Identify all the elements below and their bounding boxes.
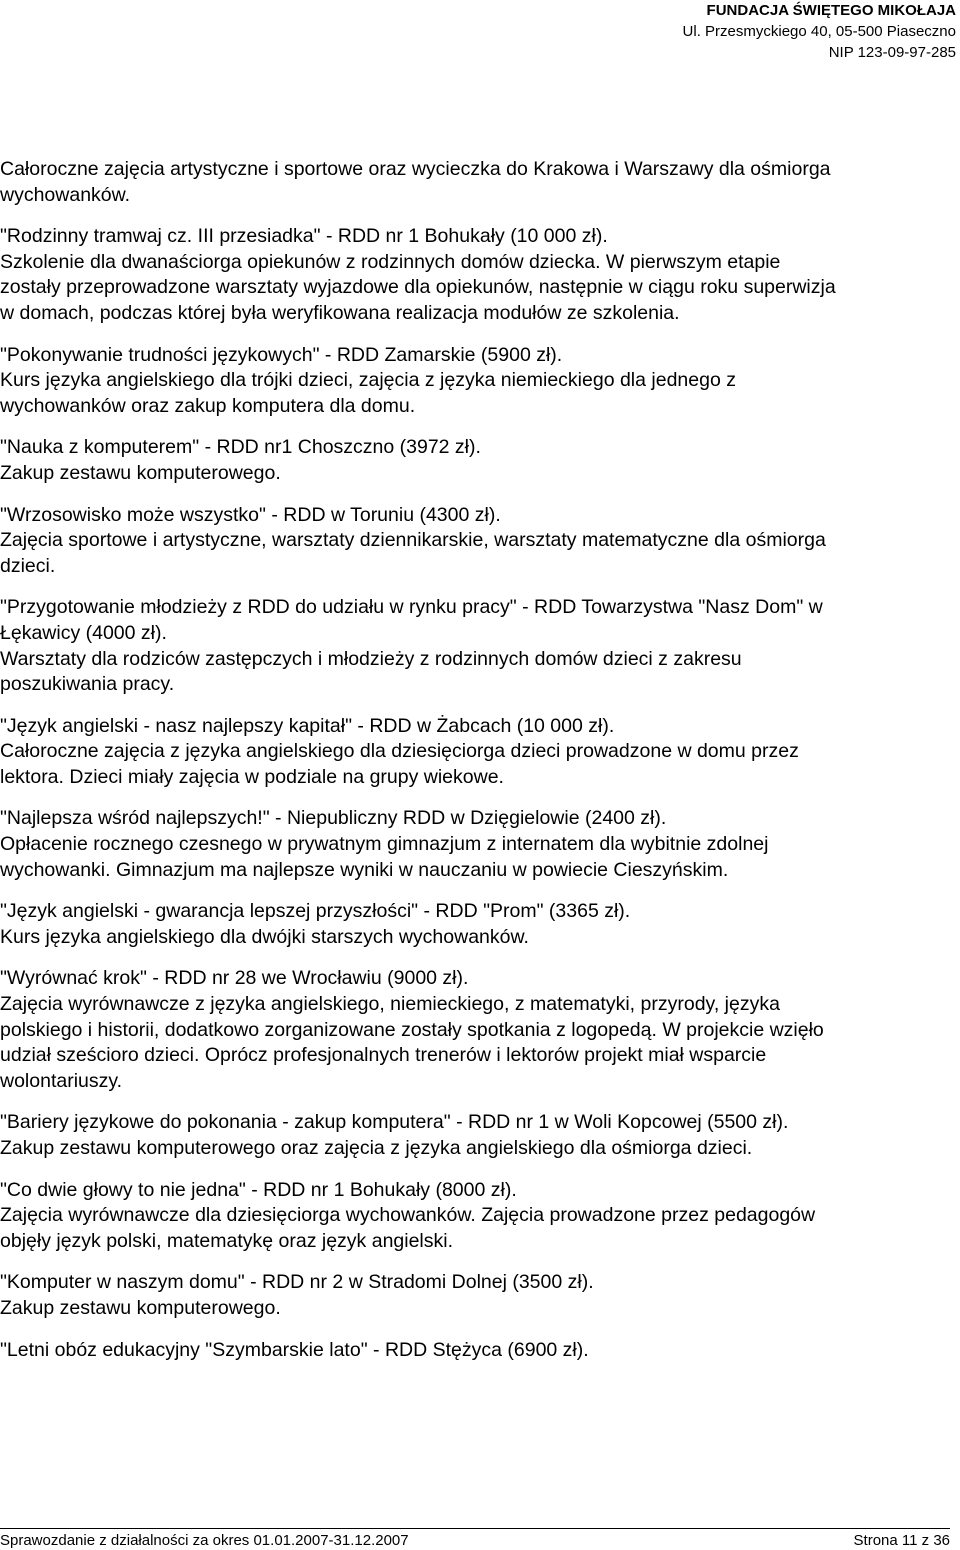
text-line: "Nauka z komputerem" - RDD nr1 Choszczno (3972 zł). [0, 436, 481, 459]
organization-nip: NIP 123-09-97-285 [828, 44, 956, 61]
organization-address: Ul. Przesmyckiego 40, 05-500 Piaseczno [682, 23, 956, 40]
text-line: Całoroczne zajęcia z języka angielskiego dla dziesięciorga dzieci prowadzone w domu przez [0, 740, 799, 763]
project-entry [0, 1338, 956, 1364]
project-entry [0, 714, 956, 791]
text-line: Szkolenie dla dwanaściorga opiekunów z rodzinnych domów dziecka. W pierwszym etapie [0, 250, 781, 273]
text-line: "Najlepsza wśród najlepszych!" - Niepubliczny RDD w Dzięgielowie (2400 zł). [0, 807, 667, 830]
text-line: Warsztaty dla rodziców zastępczych i młodzieży z rodzinnych domów dzieci z zakresu [0, 647, 742, 670]
project-entry [0, 595, 956, 697]
project-entry [0, 343, 956, 420]
project-entry [0, 1178, 956, 1255]
page-footer [0, 1528, 950, 1550]
page-header [683, 0, 956, 63]
text-line: Kurs języka angielskiego dla trójki dzieci, zajęcia z języka niemieckiego dla jednego z [0, 369, 736, 392]
text-line: "Język angielski - gwarancja lepszej przyszłości" - RDD "Prom" (3365 zł). [0, 900, 631, 923]
text-line: dzieci. [0, 554, 56, 577]
project-entry [0, 899, 956, 950]
text-line: "Wrzosowisko może wszystko" - RDD w Toruniu (4300 zł). [0, 503, 501, 526]
text-line: Zakup zestawu komputerowego. [0, 1296, 281, 1319]
text-line: wolontariuszy. [0, 1069, 123, 1092]
project-entry [0, 503, 956, 580]
text-line: Zajęcia sportowe i artystyczne, warsztaty dziennikarskie, warsztaty matematyczne dla ośmiorga [0, 529, 826, 552]
text-line: Całoroczne zajęcia artystyczne i sportowe oraz wycieczka do Krakowa i Warszawy dla ośmiorga [0, 158, 831, 180]
text-line: wychowanki. Gimnazjum ma najlepsze wyniki w nauczaniu w powiecie Cieszyńskim. [0, 858, 729, 881]
text-line: poszukiwania pracy. [0, 673, 175, 696]
text-line: objęły język polski, matematykę oraz język angielski. [0, 1229, 454, 1252]
project-entry [0, 806, 956, 883]
text-line: "Przygotowanie młodzieży z RDD do udziału w rynku pracy" - RDD Towarzystwa "Nasz Dom" w [0, 596, 823, 619]
text-line: "Wyrównać krok" - RDD nr 28 we Wrocławiu (9000 zł). [0, 967, 469, 990]
text-line: "Język angielski - nasz najlepszy kapitał" - RDD w Żabcach (10 000 zł). [0, 714, 615, 737]
text-line: lektora. Dzieci miały zajęcia w podziale na grupy wiekowe. [0, 765, 504, 788]
text-line: Zajęcia wyrównawcze dla dziesięciorga wychowanków. Zajęcia prowadzone przez pedagogów [0, 1204, 816, 1227]
text-line: "Pokonywanie trudności językowych" - RDD Zamarskie (5900 zł). [0, 343, 563, 366]
text-line: "Letni obóz edukacyjny "Szymbarskie lato" - RDD Stężyca (6900 zł). [0, 1338, 589, 1361]
project-entry [0, 1270, 956, 1321]
footer-page-number: Strona 11 z 36 [853, 1532, 950, 1549]
text-line: Zajęcia wyrównawcze z języka angielskiego, niemieckiego, z matematyki, przyrody, języka [0, 993, 780, 1016]
text-line: Kurs języka angielskiego dla dwójki starszych wychowanków. [0, 925, 529, 948]
text-line: "Komputer w naszym domu" - RDD nr 2 w Stradomi Dolnej (3500 zł). [0, 1271, 594, 1294]
project-entry [0, 224, 956, 326]
text-line: wychowanków. [0, 183, 131, 206]
text-line: "Co dwie głowy to nie jedna" - RDD nr 1 Bohukały (8000 zł). [0, 1178, 517, 1201]
text-line: "Rodzinny tramwaj cz. III przesiadka" - RDD nr 1 Bohukały (10 000 zł). [0, 225, 608, 248]
text-line: udział sześcioro dzieci. Oprócz profesjonalnych trenerów i lektorów projekt miał wsparcie [0, 1044, 767, 1067]
text-line: Zakup zestawu komputerowego oraz zajęcia z języka angielskiego dla ośmiorga dzieci. [0, 1137, 753, 1159]
text-line: w domach, podczas której była weryfikowana realizacja modułów ze szkolenia. [0, 301, 680, 324]
text-line: Zakup zestawu komputerowego. [0, 461, 281, 484]
text-line: Łękawicy (4000 zł). [0, 621, 167, 644]
text-line: "Bariery językowe do pokonania - zakup komputera" - RDD nr 1 w Woli Kopcowej (5500 zł). [0, 1111, 789, 1134]
report-body [0, 157, 956, 1379]
organization-name: FUNDACJA ŚWIĘTEGO MIKOŁAJA [706, 2, 956, 19]
text-line: wychowanków oraz zakup komputera dla domu. [0, 394, 416, 417]
project-entry [0, 157, 956, 208]
text-line: Opłacenie rocznego czesnego w prywatnym gimnazjum z internatem dla wybitnie zdolnej [0, 833, 769, 856]
text-line: zostały przeprowadzone warsztaty wyjazdowe dla opiekunów, następnie w ciągu roku superwizja [0, 276, 836, 299]
footer-report-title: Sprawozdanie z działalności za okres 01.01.2007-31.12.2007 [0, 1532, 409, 1549]
text-line: polskiego i historii, dodatkowo zorganizowane zostały spotkania z logopedą. W projekcie wzięło [0, 1018, 824, 1041]
project-entry [0, 966, 956, 1094]
project-entry [0, 1110, 956, 1161]
project-entry [0, 435, 956, 486]
